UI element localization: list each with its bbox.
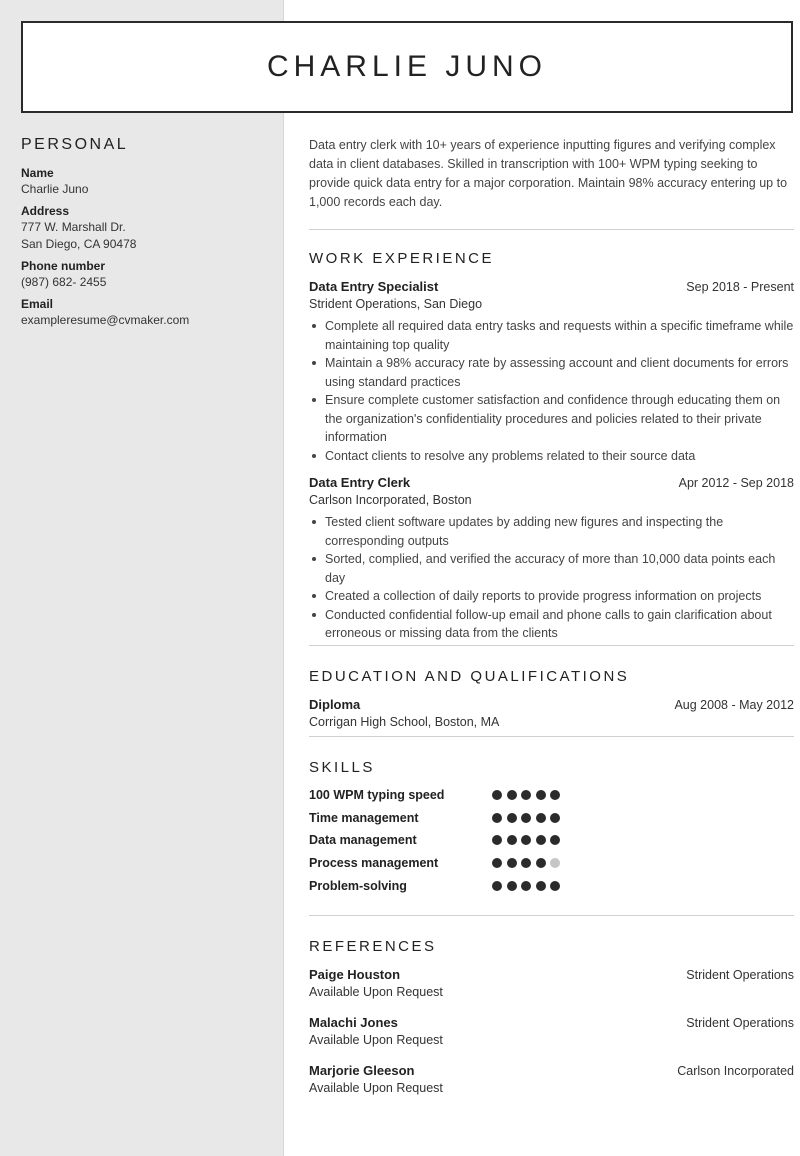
work-experience-heading: WORK EXPERIENCE: [309, 250, 495, 267]
email-label: Email: [21, 297, 54, 311]
personal-heading: PERSONAL: [21, 136, 129, 153]
bullet-item: Contact clients to resolve any problems related to their source data: [325, 447, 794, 466]
job-title: Data Entry Clerk: [309, 475, 411, 490]
rating-dot-filled: [536, 790, 546, 800]
section-divider: [309, 736, 794, 737]
job-bullets: [309, 513, 794, 643]
skill-name: 100 WPM typing speed: [309, 787, 445, 802]
email-value[interactable]: exampleresume@cvmaker.com: [21, 313, 190, 327]
rating-dot-filled: [492, 790, 502, 800]
profile-summary: Data entry clerk with 10+ years of experience inputting figures and verifying complex data in client databases. Skilled in transcription with 100+ WPM typing seeking to provide quick data entry for a major corporation. Maintain 98% accuracy entering up to 1,000 records each day.: [309, 138, 788, 209]
phone-value: (987) 682- 2455: [21, 275, 107, 289]
rating-dot-empty: [550, 858, 560, 868]
candidate-name: CHARLIE JUNO: [266, 50, 548, 83]
skill-rating: [492, 813, 560, 823]
reference-availability: Available Upon Request: [309, 984, 443, 999]
rating-dot-filled: [521, 790, 531, 800]
rating-dot-filled: [550, 790, 560, 800]
bullet-item: Created a collection of daily reports to provide progress information on projects: [325, 587, 794, 606]
skill-row: [309, 829, 794, 852]
skill-name: Problem-solving: [309, 878, 407, 893]
references-list: [309, 967, 794, 1095]
skill-row: [309, 806, 794, 829]
reference-availability: Available Upon Request: [309, 1080, 443, 1095]
rating-dot-filled: [550, 813, 560, 823]
skill-row: [309, 784, 794, 807]
skill-row: [309, 874, 794, 897]
school-name: Corrigan High School, Boston, MA: [309, 714, 500, 729]
education-dates: Aug 2008 - May 2012: [674, 697, 794, 712]
skill-rating: [492, 835, 560, 845]
rating-dot-filled: [521, 813, 531, 823]
skill-row: [309, 852, 794, 875]
bullet-item: Tested client software updates by adding new figures and inspecting the corresponding outputs: [325, 513, 794, 550]
rating-dot-filled: [550, 835, 560, 845]
skills-list: [309, 784, 794, 897]
reference-entry: [309, 1015, 794, 1047]
reference-company: Carlson Incorporated: [677, 1063, 794, 1078]
main-column: [309, 136, 794, 1095]
reference-availability: Available Upon Request: [309, 1032, 443, 1047]
job-dates: Sep 2018 - Present: [686, 280, 794, 294]
address-line-1: 777 W. Marshall Dr.: [21, 220, 126, 234]
job-title: Data Entry Specialist: [309, 279, 439, 294]
reference-company: Strident Operations: [686, 1015, 794, 1030]
bullet-item: Complete all required data entry tasks and requests within a specific timeframe while maintaining top quality: [325, 317, 794, 354]
rating-dot-filled: [536, 858, 546, 868]
reference-name: Malachi Jones: [309, 1014, 398, 1030]
skill-rating: [492, 790, 560, 800]
rating-dot-filled: [536, 813, 546, 823]
section-divider: [309, 915, 794, 916]
rating-dot-filled: [507, 835, 517, 845]
rating-dot-filled: [521, 835, 531, 845]
job-entry: [309, 475, 794, 643]
reference-name: Marjorie Gleeson: [309, 1062, 415, 1078]
degree-title: Diploma: [309, 696, 361, 712]
rating-dot-filled: [507, 881, 517, 891]
rating-dot-filled: [492, 858, 502, 868]
section-divider: [309, 229, 794, 230]
job-bullets: [309, 317, 794, 465]
rating-dot-filled: [521, 858, 531, 868]
rating-dot-filled: [536, 881, 546, 891]
rating-dot-filled: [536, 835, 546, 845]
rating-dot-filled: [507, 813, 517, 823]
personal-section: [21, 136, 271, 329]
name-header: [21, 21, 793, 113]
job-company: Carlson Incorporated, Boston: [309, 493, 472, 507]
phone-label: Phone number: [21, 259, 106, 273]
skill-name: Process management: [309, 855, 439, 870]
rating-dot-filled: [492, 835, 502, 845]
education-heading: EDUCATION AND QUALIFICATIONS: [309, 667, 630, 685]
skill-rating: [492, 881, 560, 891]
rating-dot-filled: [507, 790, 517, 800]
rating-dot-filled: [507, 858, 517, 868]
bullet-item: Sorted, complied, and verified the accuracy of more than 10,000 data points each day: [325, 550, 794, 587]
job-entry: [309, 279, 794, 465]
job-dates: Apr 2012 - Sep 2018: [678, 476, 794, 490]
reference-entry: [309, 967, 794, 999]
bullet-item: Conducted confidential follow-up email and phone calls to gain clarification about erroneous or missing data from the clients: [325, 606, 794, 643]
reference-name: Paige Houston: [309, 966, 401, 982]
bullet-item: Ensure complete customer satisfaction and confidence through educating them on the organization's confidentiality procedures and policies related to their private information: [325, 391, 794, 447]
job-company: Strident Operations, San Diego: [309, 297, 483, 311]
address-label: Address: [21, 204, 70, 218]
education-entry: [309, 697, 794, 729]
column-divider: [283, 0, 284, 1156]
reference-entry: [309, 1063, 794, 1095]
rating-dot-filled: [492, 813, 502, 823]
name-value: Charlie Juno: [21, 182, 89, 196]
skill-name: Time management: [309, 810, 419, 825]
skills-heading: SKILLS: [309, 758, 375, 776]
section-divider: [309, 645, 794, 646]
references-heading: REFERENCES: [309, 937, 437, 955]
reference-company: Strident Operations: [686, 967, 794, 982]
skill-rating: [492, 858, 560, 868]
rating-dot-filled: [521, 881, 531, 891]
address-line-2: San Diego, CA 90478: [21, 237, 137, 251]
name-label: Name: [21, 166, 54, 180]
rating-dot-filled: [550, 881, 560, 891]
skill-name: Data management: [309, 833, 417, 848]
bullet-item: Maintain a 98% accuracy rate by assessing account and client documents for errors using standard practices: [325, 354, 794, 391]
rating-dot-filled: [492, 881, 502, 891]
